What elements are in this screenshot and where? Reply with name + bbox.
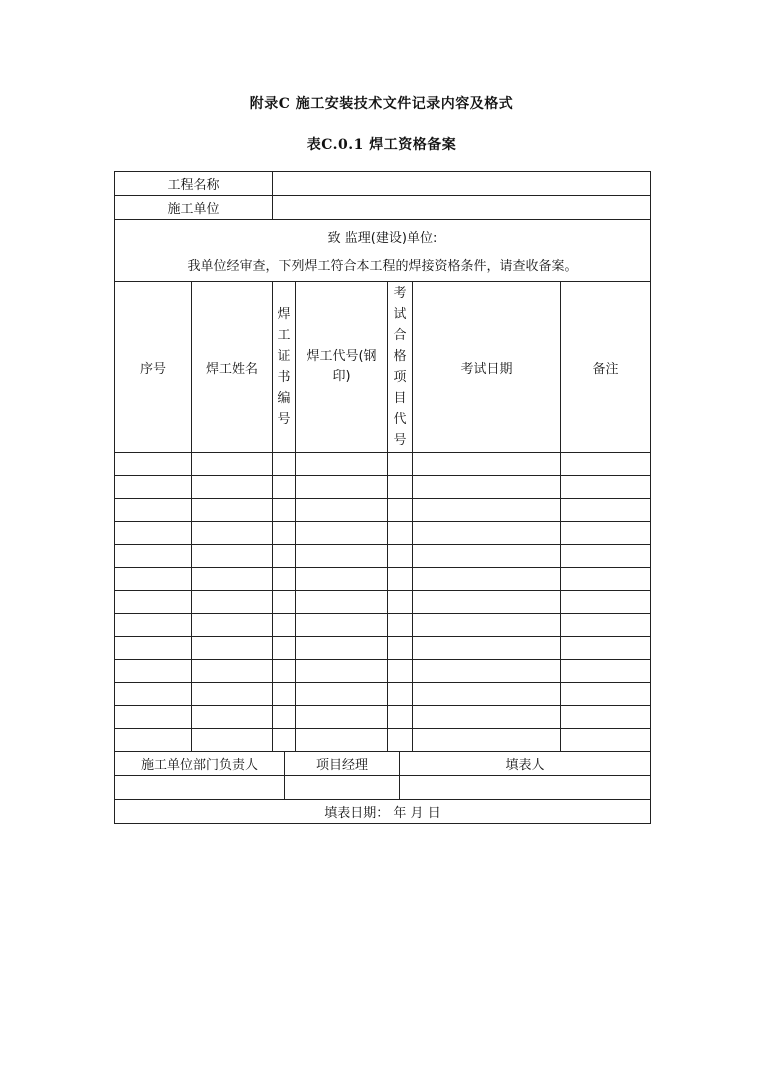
table-row (115, 453, 651, 476)
cell-welder-code[interactable] (296, 568, 388, 591)
table-row (115, 499, 651, 522)
cell-seq[interactable] (115, 476, 192, 499)
col-header-exam-date: 考试日期 (413, 282, 561, 453)
project-name-label: 工程名称 (115, 172, 273, 196)
cell-exam-date[interactable] (413, 545, 561, 568)
cell-remarks[interactable] (561, 683, 651, 706)
cell-seq[interactable] (115, 522, 192, 545)
table-row (115, 706, 651, 729)
cell-welder-code[interactable] (296, 591, 388, 614)
cell-welder-code[interactable] (296, 637, 388, 660)
cell-welder-code[interactable] (296, 545, 388, 568)
project-manager-signature-field[interactable] (285, 776, 400, 800)
cell-exam-item-code[interactable] (388, 614, 413, 637)
cell-exam-item-code[interactable] (388, 568, 413, 591)
cell-exam-item-code[interactable] (388, 660, 413, 683)
cell-exam-date[interactable] (413, 522, 561, 545)
cell-exam-date[interactable] (413, 499, 561, 522)
cell-welder-name[interactable] (192, 637, 273, 660)
table-row (115, 545, 651, 568)
table-row (115, 683, 651, 706)
cell-welder-code[interactable] (296, 614, 388, 637)
col-header-seq: 序号 (115, 282, 192, 453)
cell-cert-no[interactable] (273, 545, 296, 568)
cell-exam-item-code[interactable] (388, 522, 413, 545)
cell-seq[interactable] (115, 683, 192, 706)
dept-head-signature-field[interactable] (115, 776, 285, 800)
cell-welder-code[interactable] (296, 683, 388, 706)
col-header-exam-item-code: 考试合格项目代号 (388, 282, 413, 453)
cell-remarks[interactable] (561, 522, 651, 545)
cell-remarks[interactable] (561, 591, 651, 614)
cell-seq[interactable] (115, 453, 192, 476)
cell-exam-item-code[interactable] (388, 683, 413, 706)
cell-welder-name[interactable] (192, 706, 273, 729)
cell-seq[interactable] (115, 729, 192, 752)
cell-welder-name[interactable] (192, 614, 273, 637)
cell-exam-item-code[interactable] (388, 545, 413, 568)
table-row (115, 614, 651, 637)
construction-unit-label: 施工单位 (115, 196, 273, 220)
table-row (115, 476, 651, 499)
cell-remarks[interactable] (561, 706, 651, 729)
cell-exam-date[interactable] (413, 453, 561, 476)
cell-welder-name[interactable] (192, 545, 273, 568)
cell-welder-code[interactable] (296, 499, 388, 522)
cell-exam-item-code[interactable] (388, 729, 413, 752)
cell-seq[interactable] (115, 568, 192, 591)
cell-exam-item-code[interactable] (388, 476, 413, 499)
cell-cert-no[interactable] (273, 476, 296, 499)
cell-exam-date[interactable] (413, 591, 561, 614)
cell-remarks[interactable] (561, 476, 651, 499)
document-title: 附录C 施工安装技术文件记录内容及格式 (249, 96, 514, 112)
cell-seq[interactable] (115, 545, 192, 568)
table-row (115, 568, 651, 591)
cell-cert-no[interactable] (273, 660, 296, 683)
cell-exam-date[interactable] (413, 660, 561, 683)
cell-exam-date[interactable] (413, 683, 561, 706)
cell-cert-no[interactable] (273, 729, 296, 752)
dept-head-label: 施工单位部门负责人 (115, 752, 285, 776)
cell-cert-no[interactable] (273, 522, 296, 545)
table-row (115, 660, 651, 683)
cell-welder-name[interactable] (192, 729, 273, 752)
welder-rows (115, 453, 651, 752)
table-row (115, 522, 651, 545)
cell-welder-name[interactable] (192, 660, 273, 683)
fill-date: 填表日期： 年 月 日 (115, 800, 651, 824)
cell-remarks[interactable] (561, 637, 651, 660)
cell-remarks[interactable] (561, 729, 651, 752)
cell-cert-no[interactable] (273, 637, 296, 660)
cell-welder-code[interactable] (296, 476, 388, 499)
cell-cert-no[interactable] (273, 568, 296, 591)
notice-text: 我单位经审查，下列焊工符合本工程的焊接资格条件，请查收备案。 (187, 258, 578, 274)
cell-welder-name[interactable] (192, 453, 273, 476)
cell-exam-date[interactable] (413, 637, 561, 660)
cell-cert-no[interactable] (273, 453, 296, 476)
cell-seq[interactable] (115, 499, 192, 522)
table-row (115, 729, 651, 752)
cell-welder-name[interactable] (192, 522, 273, 545)
cell-exam-item-code[interactable] (388, 499, 413, 522)
cell-exam-item-code[interactable] (388, 706, 413, 729)
construction-unit-field[interactable] (273, 196, 651, 220)
signature-table (114, 751, 651, 824)
cell-remarks[interactable] (561, 568, 651, 591)
cell-seq[interactable] (115, 637, 192, 660)
welder-qualification-form (114, 171, 650, 824)
table-row (115, 637, 651, 660)
cell-seq[interactable] (115, 614, 192, 637)
cell-exam-date[interactable] (413, 568, 561, 591)
cell-exam-date[interactable] (413, 706, 561, 729)
cell-remarks[interactable] (561, 614, 651, 637)
cell-exam-item-code[interactable] (388, 637, 413, 660)
welder-table (114, 281, 651, 752)
cell-welder-name[interactable] (192, 499, 273, 522)
filler-label: 填表人 (400, 752, 651, 776)
notice-addressee: 致 监理(建设)单位: (327, 230, 438, 246)
cell-remarks[interactable] (561, 453, 651, 476)
cell-exam-date[interactable] (413, 476, 561, 499)
col-header-cert-no: 焊工证书编号 (273, 282, 296, 453)
cell-welder-code[interactable] (296, 660, 388, 683)
project-manager-label: 项目经理 (285, 752, 400, 776)
table-row (115, 591, 651, 614)
table-title: 表C.0.1 焊工资格备案 (306, 137, 457, 153)
cell-exam-item-code[interactable] (388, 453, 413, 476)
col-header-welder-code: 焊工代号(钢印) (296, 282, 388, 453)
cell-seq[interactable] (115, 591, 192, 614)
project-name-field[interactable] (273, 172, 651, 196)
cell-cert-no[interactable] (273, 499, 296, 522)
info-table (114, 171, 651, 282)
cell-remarks[interactable] (561, 545, 651, 568)
cell-welder-name[interactable] (192, 683, 273, 706)
cell-welder-code[interactable] (296, 706, 388, 729)
cell-welder-code[interactable] (296, 522, 388, 545)
cell-seq[interactable] (115, 706, 192, 729)
cell-welder-code[interactable] (296, 453, 388, 476)
cell-welder-name[interactable] (192, 568, 273, 591)
cell-cert-no[interactable] (273, 683, 296, 706)
cell-cert-no[interactable] (273, 706, 296, 729)
cell-welder-name[interactable] (192, 476, 273, 499)
col-header-remarks: 备注 (561, 282, 651, 453)
col-header-welder-name: 焊工姓名 (192, 282, 273, 453)
cell-welder-code[interactable] (296, 729, 388, 752)
filler-signature-field[interactable] (400, 776, 651, 800)
notice-cell (115, 220, 651, 282)
cell-exam-item-code[interactable] (388, 591, 413, 614)
cell-cert-no[interactable] (273, 614, 296, 637)
cell-seq[interactable] (115, 660, 192, 683)
cell-welder-name[interactable] (192, 591, 273, 614)
cell-exam-date[interactable] (413, 614, 561, 637)
cell-remarks[interactable] (561, 499, 651, 522)
cell-exam-date[interactable] (413, 729, 561, 752)
cell-cert-no[interactable] (273, 591, 296, 614)
cell-remarks[interactable] (561, 660, 651, 683)
